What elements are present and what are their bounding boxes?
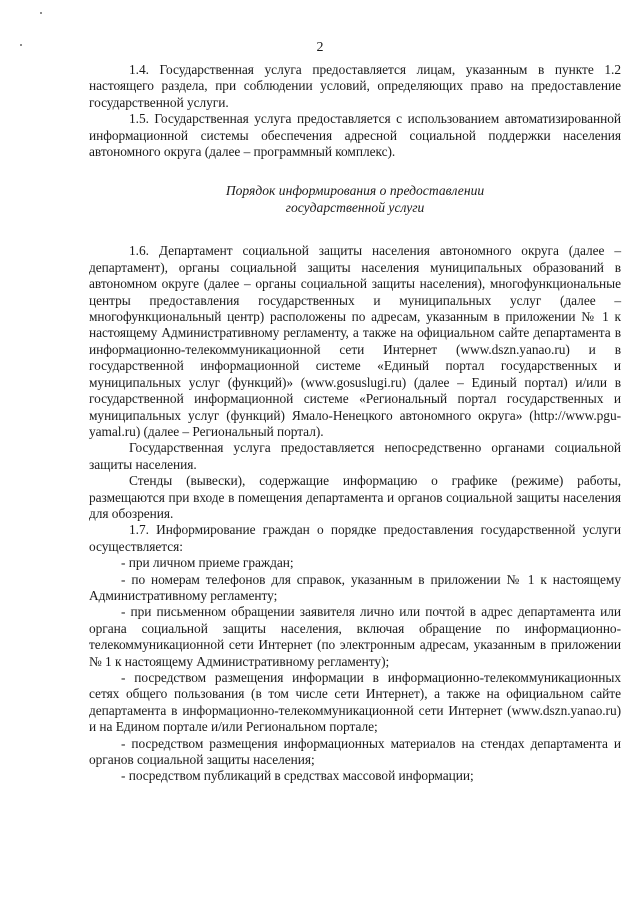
list-item: - по номерам телефонов для справок, указанным в приложении № 1 к настоящему Административному регламенту; (89, 571, 621, 603)
paragraph-1-6: 1.6. Департамент социальной защиты населения автономного округа (далее – департамент), органы социальной защиты населения муниципальных образований в автономном округе (далее – органы социальной защиты населения), многофункциональные центры предоставления государственных и муниципальных услуг (далее – многофункциональный центр) расположены по адресам, указанным в приложении № 1 к настоящему Административному регламенту, а также на официальном сайте департамента в информационно-телекоммуникационной сети Интернет (www.dszn.yanao.ru) и в государственной информационной системе «Единый портал государственных и муниципальных услуг (функций)» (www.gosuslugi.ru) (далее – Единый портал) и/или в государственной информационной системе «Региональный портал государственных и муниципальных услуг (функций) Ямало-Ненецкого автономного округа» (http://www.pgu-yamal.ru) (далее – Региональный портал). (89, 243, 621, 439)
paragraph-service-provider: Государственная услуга предоставляется непосредственно органами социальной защиты населения. (89, 440, 621, 472)
section-heading-line-1: Порядок информирования о предоставлении (225, 183, 485, 199)
list-item: - посредством размещения информации в информационно-телекоммуникационных сетях общего пользования (в том числе сети Интернет), а также на официальном сайте департамента в информационно-телекоммуникационной сети Интернет (www.dszn.yanao.ru) и на Едином портале и/или Региональном портале; (89, 670, 621, 735)
paragraph-1-5: 1.5. Государственная услуга предоставляется с использованием автоматизированной информационной системы обеспечения адресной социальной поддержки населения автономного округа (далее – программный комплекс). (89, 111, 621, 160)
paragraph-stands: Стенды (вывески), содержащие информацию о графике (режиме) работы, размещаются при входе в помещения департамента и органов социальной защиты населения для обозрения. (89, 473, 621, 521)
paragraph-1-4: 1.4. Государственная услуга предоставляется лицам, указанным в пункте 1.2 настоящего раздела, при соблюдении условий, определяющих право на предоставление государственной услуги. (89, 62, 621, 110)
list-item: - посредством публикаций в средствах массовой информации; (121, 768, 474, 784)
document-body (89, 62, 621, 785)
page-number: 2 (316, 40, 324, 55)
list-item: - посредством размещения информационных материалов на стендах департамента и органов социальной защиты населения; (89, 735, 621, 768)
section-heading-line-2: государственной услуги (285, 200, 425, 216)
list-item: - при личном приеме граждан; (121, 555, 294, 571)
list-item: - при письменном обращении заявителя лично или почтой в адрес департамента или органа социальной защиты населения, включая обращение по информационно-телекоммуникационной сети Интернет (по электронным адресам, указанным в приложении № 1 к настоящему Административному регламенту); (89, 604, 621, 669)
scan-speck (40, 12, 42, 14)
section-heading (89, 182, 621, 216)
paragraph-1-7: 1.7. Информирование граждан о порядке предоставления государственной услуги осуществляется: (89, 522, 621, 554)
